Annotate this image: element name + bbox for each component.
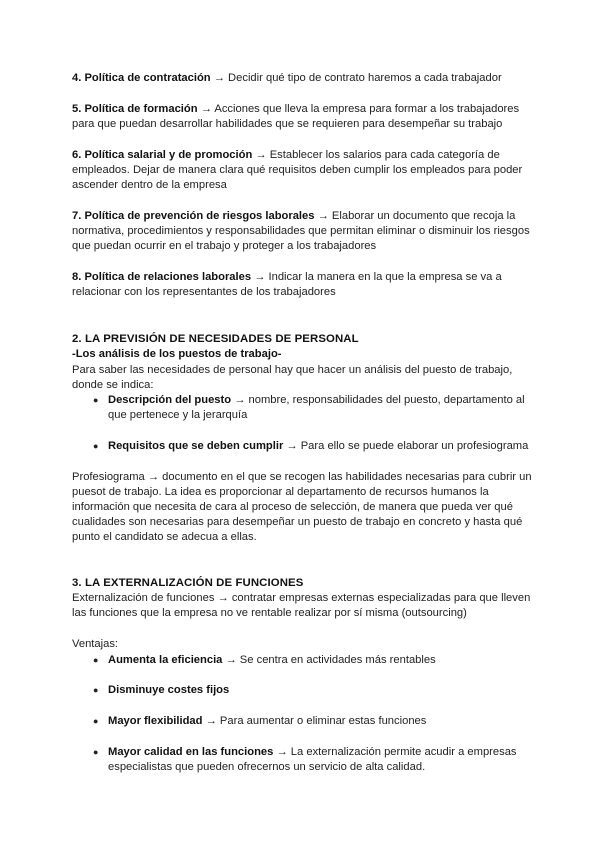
section-heading-externalizacion: 3. LA EXTERNALIZACIÓN DE FUNCIONES	[72, 577, 304, 589]
politica-title: 6. Política salarial y de promoción	[72, 149, 253, 161]
politica-text: → Decidir qué tipo de contrato haremos a cada trabajador	[210, 72, 502, 84]
prevision-intro: Para saber las necesidades de personal hay que hacer un análisis del puesto de trabajo, donde se indica:	[72, 364, 513, 391]
bullet-desc: → Para ello se puede elaborar un profesiograma	[283, 440, 529, 452]
bullet-dot-icon: ●	[93, 747, 99, 757]
politica-title: 8. Política de relaciones laborales	[72, 271, 252, 283]
bullet-desc: → Para aumentar o eliminar estas funciones	[202, 715, 427, 727]
bullet-text	[108, 439, 533, 454]
bullet-title: Descripción del puesto	[108, 394, 232, 406]
profesiograma-paragraph: Profesiograma → documento en el que se recogen las habilidades necesarias para cubrir un puesot de trabajo. La idea es proporcionar al departamento de recursos humanos la información que necesita de cara al proceso de selección, de manera que pueda ver qué cualidades son necesarias para desempeñar un puesto de trabajo en concreto y hasta qué punto el candidato se adecua a ellas.	[72, 471, 532, 543]
bullet-dot-icon: ●	[93, 655, 99, 665]
bullet-title: Mayor calidad en las funciones	[108, 746, 274, 758]
externalizacion-intro: Externalización de funciones → contratar empresas externas especializadas para que lleven las funciones que la empresa no ve rentable realizar por sí misma (outsourcing)	[72, 592, 531, 619]
politica-text: → Acciones que lleva la empresa para formar a los trabajadores para que puedan desarrollar habilidades que se requieren para desempeñar su trabajo	[72, 103, 520, 130]
bullet-title: Disminuye costes fijos	[108, 684, 230, 696]
subheading-analisis: -Los análisis de los puestos de trabajo-	[72, 348, 282, 360]
bullet-desc: → La externalización permite acudir a empresas especialistas que pueden ofrecernos un servicio de alta calidad.	[108, 746, 517, 773]
bullet-text	[108, 683, 533, 698]
politica-prevencion	[72, 209, 534, 254]
bullet-text	[108, 393, 533, 423]
bullet-title: Aumenta la eficiencia	[108, 654, 223, 666]
politica-text: → Establecer los salarios para cada categoría de empleados. Dejar de manera clara qué requisitos deben cumplir los empleados para poder ascender dentro de la empresa	[72, 149, 523, 191]
politica-salarial	[72, 148, 534, 193]
politica-contratacion	[72, 71, 534, 86]
bullet-dot-icon: ●	[93, 441, 99, 451]
bullet-dot-icon: ●	[93, 685, 99, 695]
bullet-text	[108, 653, 533, 668]
section-heading-prevision: 2. LA PREVISIÓN DE NECESIDADES DE PERSONAL	[72, 333, 359, 345]
politica-title: 7. Política de prevención de riesgos laborales	[72, 210, 315, 222]
bullet-desc: → nombre, responsabilidades del puesto, departamento al que pertenece y la jerarquía	[108, 394, 525, 421]
bullet-text	[108, 745, 533, 775]
politica-relaciones	[72, 270, 534, 300]
bullet-title: Mayor flexibilidad	[108, 715, 203, 727]
politica-text: → Elaborar un documento que recoja la normativa, procedimientos y responsabilidades que permitan eliminar o disminuir los riesgos que puedan ocurrir en el trabajo y proteger a los trabajadores	[72, 210, 530, 252]
politica-title: 5. Política de formación	[72, 103, 198, 115]
bullet-dot-icon: ●	[93, 395, 99, 405]
politica-formacion	[72, 102, 534, 132]
bullet-dot-icon: ●	[93, 716, 99, 726]
bullet-title: Requisitos que se deben cumplir	[108, 440, 284, 452]
bullet-text	[108, 714, 533, 729]
politica-text: → Indicar la manera en la que la empresa se va a relacionar con los representantes de los trabajadores	[72, 271, 502, 298]
politica-title: 4. Política de contratación	[72, 72, 211, 84]
bullet-desc: → Se centra en actividades más rentables	[222, 654, 436, 666]
ventajas-label: Ventajas:	[72, 638, 119, 650]
